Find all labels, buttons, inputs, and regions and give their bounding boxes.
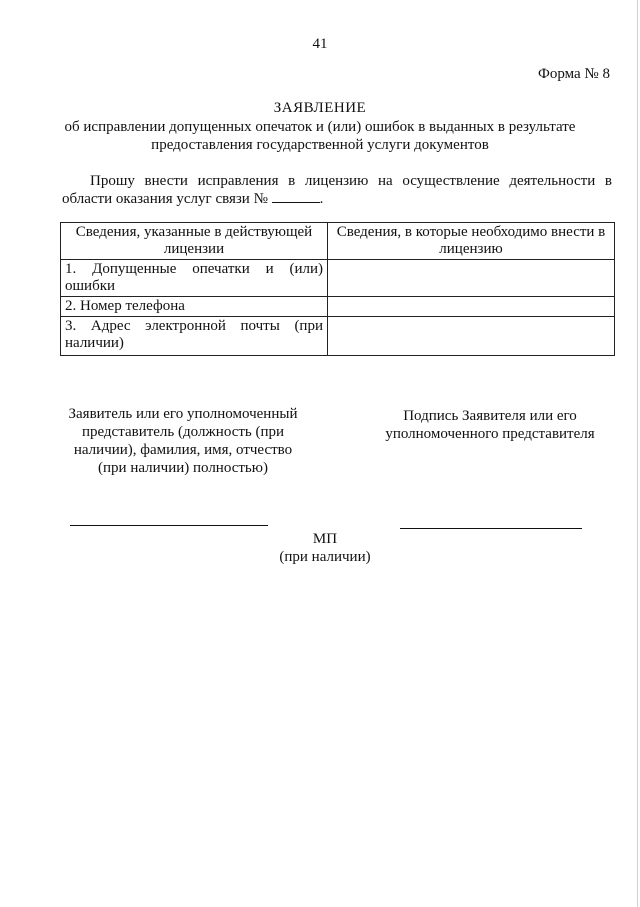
form-number: Форма № 8 <box>538 66 610 82</box>
row-label-errors: 1. Допущенные опечатки и (или) ошибки <box>61 260 328 297</box>
header-new-info: Сведения, в которые необходимо внести в лицензию <box>328 223 615 260</box>
table-header-row <box>61 223 615 260</box>
signature-line <box>400 528 582 529</box>
table-row <box>61 260 615 297</box>
row-value-email <box>328 317 615 356</box>
row-value-errors <box>328 260 615 297</box>
applicant-caption: Заявитель или его уполномоченный представитель (должность (при наличии), фамилия, имя, отчество (при наличии) полностью) <box>68 406 298 476</box>
row-label-phone: 2. Номер телефона <box>61 297 328 317</box>
request-end: . <box>319 191 324 207</box>
table-row <box>61 317 615 356</box>
request-text: Прошу внести исправления в лицензию на осуществление деятельности в области оказания услуг связи № <box>62 173 612 207</box>
page-edge-line <box>637 0 638 907</box>
document-subtitle: об исправлении допущенных опечаток и (или) ошибок в выданных в результате предоставления государственной услуги документов <box>64 119 576 153</box>
document-title: ЗАЯВЛЕНИЕ <box>273 100 367 116</box>
table-row <box>61 297 615 317</box>
license-number-blank <box>272 190 320 203</box>
page-number: 41 <box>312 36 328 52</box>
corrections-table <box>60 222 615 356</box>
applicant-signature-line <box>70 525 268 526</box>
seal-placeholder <box>270 530 380 566</box>
row-value-phone <box>328 297 615 317</box>
row-label-email: 3. Адрес электронной почты (при наличии) <box>61 317 328 356</box>
header-current-info: Сведения, указанные в действующей лицензии <box>61 223 328 260</box>
seal-note: (при наличии) <box>279 549 371 565</box>
request-paragraph <box>62 172 612 208</box>
seal-label: МП <box>312 531 338 547</box>
signature-caption: Подпись Заявителя или его уполномоченного представителя <box>385 408 595 442</box>
